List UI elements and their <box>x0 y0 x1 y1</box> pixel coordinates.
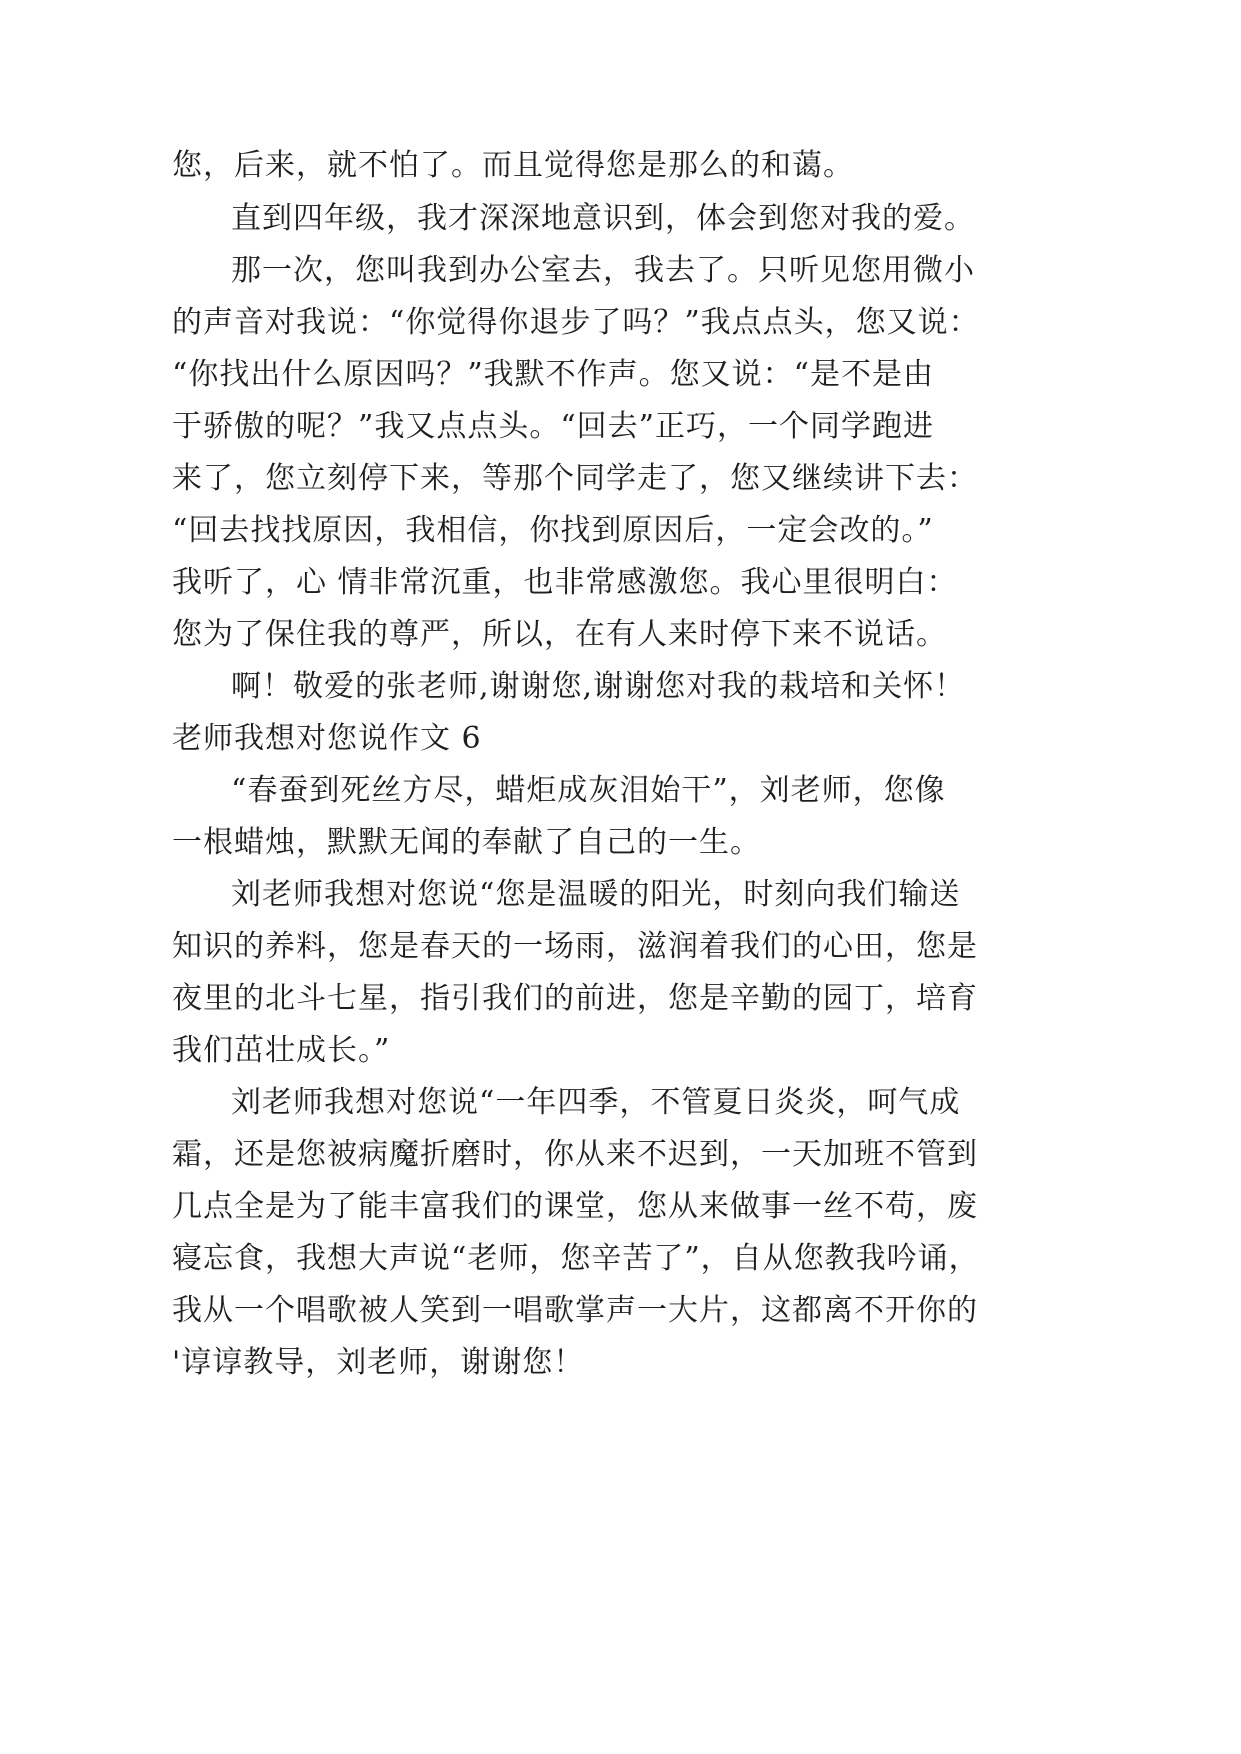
text-line: '谆谆教导，刘老师，谢谢您！ <box>172 1345 585 1380</box>
text-line: 的声音对我说：“你觉得你退步了吗？”我点点头，您又说： <box>172 305 980 340</box>
text-line: “你找出什么原因吗？”我默不作声。您又说：“是不是由 <box>172 357 935 392</box>
text-line: 我听了，心 情非常沉重，也非常感激您。我心里很明白： <box>172 565 958 600</box>
text-line: 来了，您立刻停下来，等那个同学走了，您又继续讲下去： <box>172 461 978 496</box>
text-line: 刘老师我想对您说“您是温暖的阳光，时刻向我们输送 <box>231 877 961 912</box>
text-line: 寝忘食，我想大声说“老师，您辛苦了”，自从您教我吟诵， <box>172 1241 980 1276</box>
text-line: 我从一个唱歌被人笑到一唱歌掌声一大片，这都离不开你的 <box>172 1293 978 1328</box>
text-line: 于骄傲的呢？”我又点点头。“回去”正巧，一个同学跑进 <box>172 409 935 444</box>
text-line: 啊！敬爱的张老师,谢谢您,谢谢您对我的栽培和关怀！ <box>231 669 966 704</box>
text-line: 刘老师我想对您说“一年四季，不管夏日炎炎，呵气成 <box>231 1085 961 1120</box>
text-line: 您，后来，就不怕了。而且觉得您是那么的和蔼。 <box>172 148 854 183</box>
text-line: 一根蜡烛，默默无闻的奉献了自己的一生。 <box>172 825 761 860</box>
text-line: 直到四年级，我才深深地意识到，体会到您对我的爱。 <box>231 201 975 236</box>
text-line: “回去找找原因，我相信，你找到原因后，一定会改的。” <box>172 513 934 548</box>
text-line: 那一次，您叫我到办公室去，我去了。只听见您用微小 <box>231 253 975 288</box>
section-heading: 老师我想对您说作文 6 <box>172 721 482 756</box>
text-line: 霜，还是您被病魔折磨时，你从来不迟到，一天加班不管到 <box>172 1137 978 1172</box>
text-line: 知识的养料，您是春天的一场雨，滋润着我们的心田，您是 <box>172 929 978 964</box>
text-line: “春蚕到死丝方尽，蜡炬成灰泪始干”，刘老师，您像 <box>231 773 946 808</box>
text-line: 夜里的北斗七星，指引我们的前进，您是辛勤的园丁，培育 <box>172 981 978 1016</box>
text-line: 您为了保住我的尊严，所以，在有人来时停下来不说话。 <box>172 617 947 652</box>
text-line: 几点全是为了能丰富我们的课堂，您从来做事一丝不苟，废 <box>172 1189 978 1224</box>
text-line: 我们茁壮成长。” <box>172 1033 391 1068</box>
